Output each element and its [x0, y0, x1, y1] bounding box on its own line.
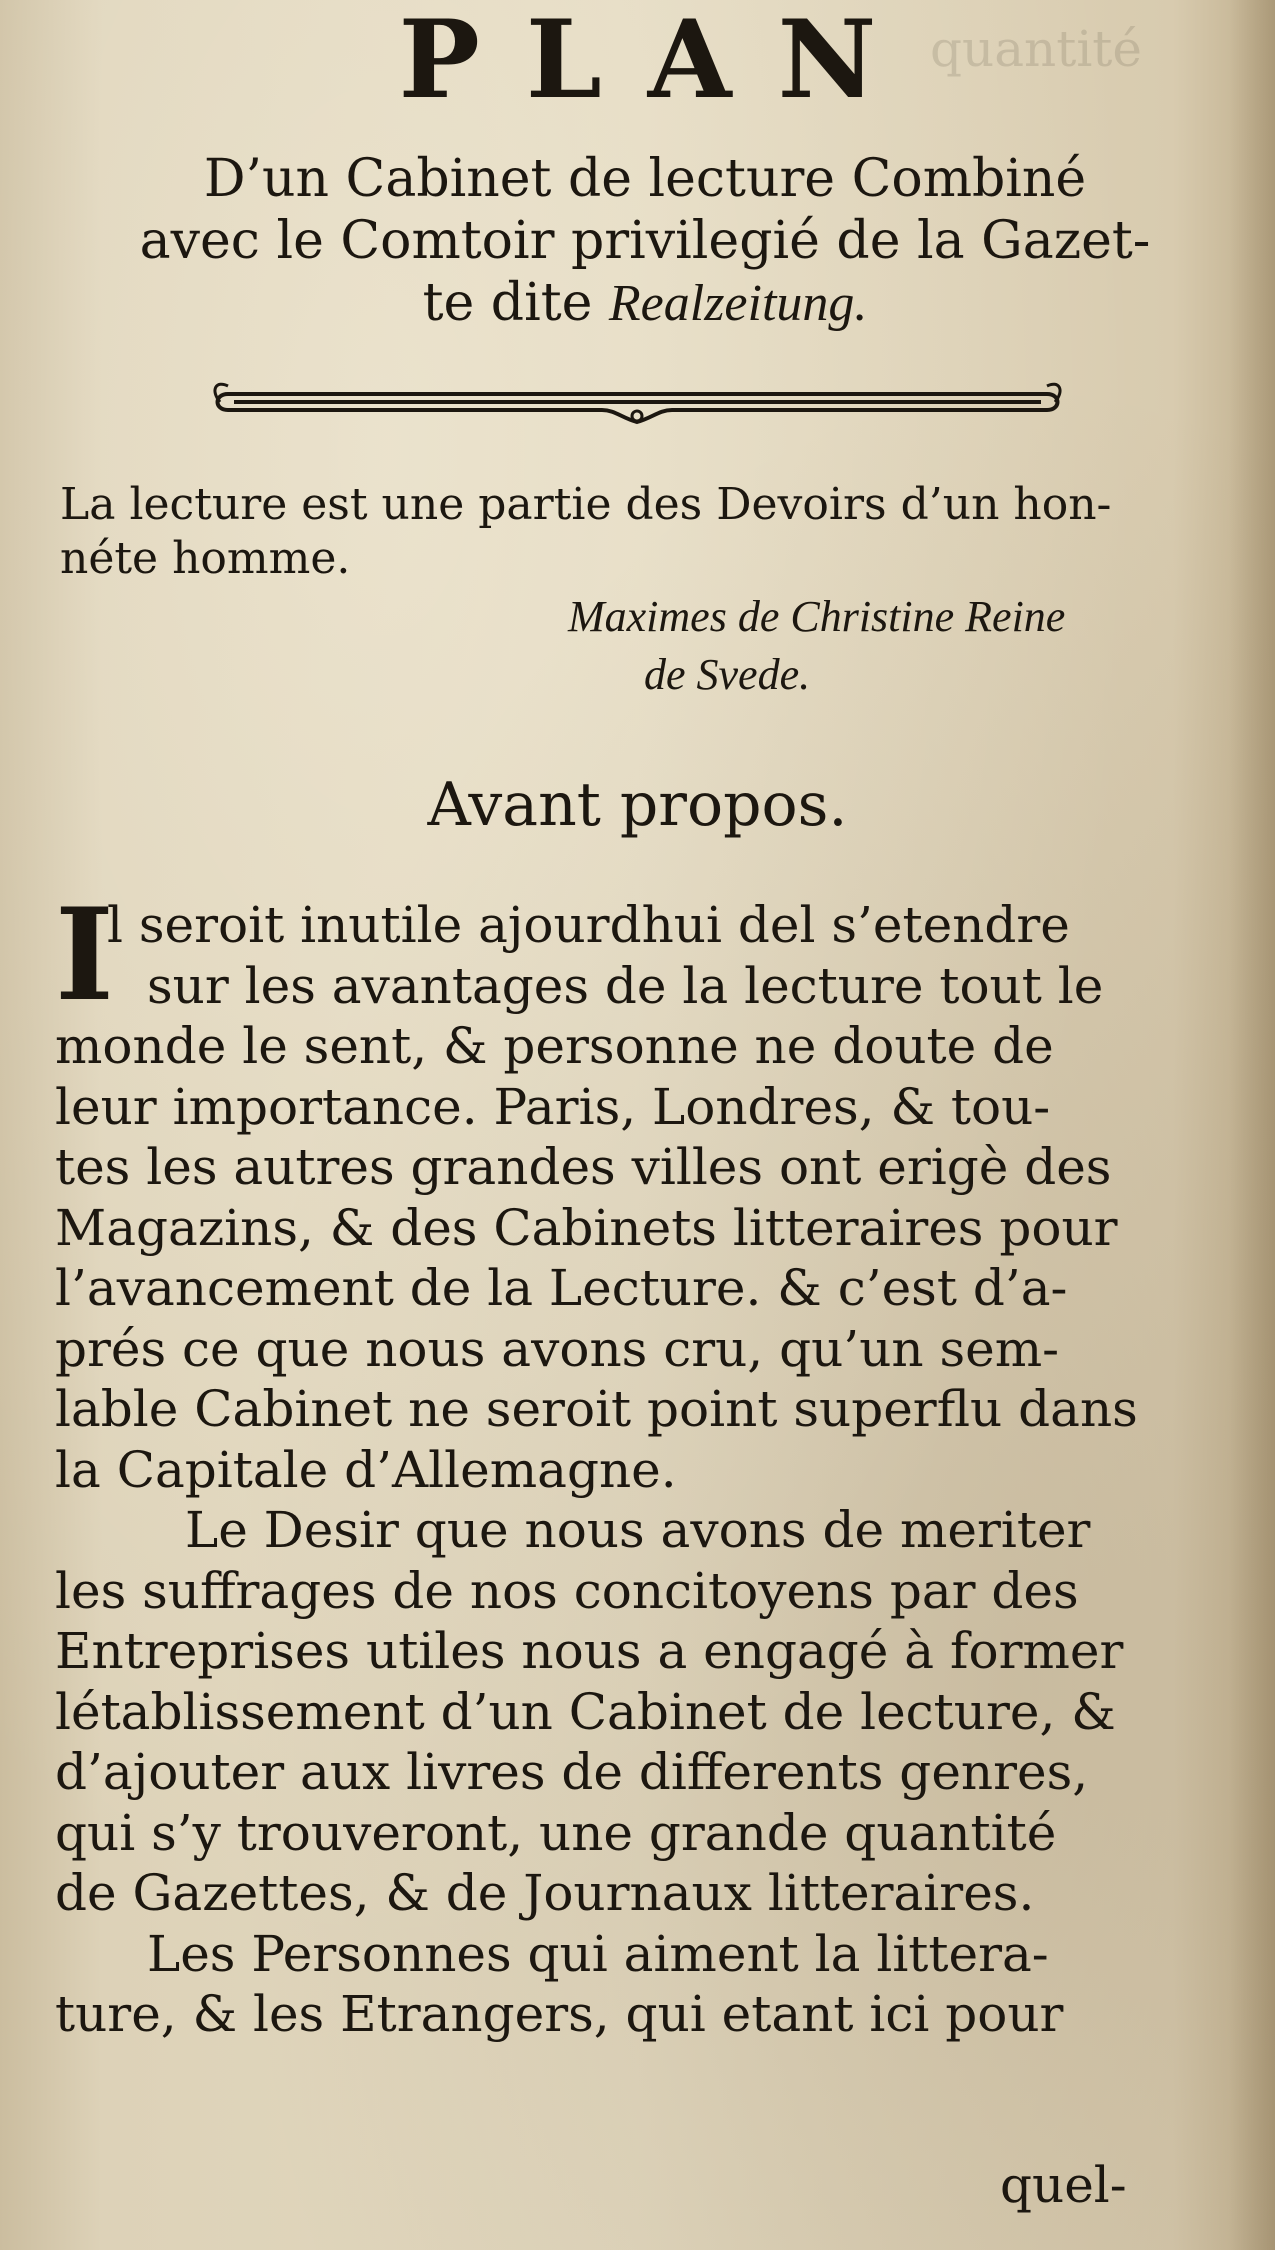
epigraph-line-2: néte homme.: [60, 533, 351, 584]
subtitle-line-1: D’un Cabinet de lecture Combiné: [203, 149, 1087, 209]
text-line: ture, & les Etrangers, qui etant ici pour: [55, 1985, 1064, 2043]
text-line: létablissement d’un Cabinet de lecture, &: [55, 1682, 1116, 1741]
text-line: monde le sent, & personne ne doute de: [55, 1017, 1054, 1075]
body-text: [55, 881, 1230, 2045]
epigraph: [60, 478, 1230, 586]
text-line: prés ce que nous avons cru, qu’un sem-: [55, 1319, 1060, 1378]
text-line: Le Desir que nous avons de meriter: [185, 1501, 1091, 1559]
epigraph-line-1: La lecture est une partie des Devoirs d’un hon-: [60, 479, 1112, 530]
text-line: Magazins, & des Cabinets litteraires pour: [55, 1198, 1118, 1257]
text-line: tes les autres grandes villes ont erigè des: [55, 1138, 1112, 1196]
section-heading: Avant propos.: [427, 770, 848, 840]
text-line: les suffrages de nos concitoyens par des: [55, 1561, 1079, 1620]
epigraph-attribution: [568, 588, 1228, 704]
subtitle-line-2: avec le Comtoir privilegié de la Gazet-: [139, 211, 1151, 271]
text-line: la Capitale d’Allemagne.: [55, 1440, 677, 1499]
text-line: l seroit inutile ajourdhui del s’etendre: [107, 896, 1070, 954]
catchword: quel-: [1000, 2156, 1127, 2214]
subtitle-line-3: [60, 272, 1230, 335]
ornamental-rule: [210, 372, 1065, 432]
page-title: PLAN: [398, 0, 923, 123]
paragraph-2: [55, 1500, 1230, 1924]
text-line: qui s’y trouveront, une grande quantité: [55, 1803, 1057, 1862]
paragraph-1: [55, 881, 1230, 1500]
text-line: leur importance. Paris, Londres, & tou-: [55, 1077, 1051, 1136]
text-line: Les Personnes qui aiment la littera-: [147, 1924, 1049, 1983]
text-line: sur les avantages de la lecture tout le: [147, 956, 1104, 1015]
subtitle-line-3-prefix: te dite: [422, 273, 609, 333]
bleed-through: quantité: [930, 20, 1142, 78]
gazette-name: Realzeitung.: [608, 275, 868, 332]
attribution-line-2: de Svede.: [644, 650, 811, 699]
paragraph-3: [55, 1924, 1230, 2045]
text-line: lable Cabinet ne seroit point superflu dans: [55, 1380, 1138, 1438]
drop-cap: I: [55, 881, 114, 1029]
attribution-line-1: Maximes de Christine Reine: [568, 592, 1066, 641]
subtitle: [60, 148, 1230, 335]
text-line: d’ajouter aux livres de differents genres,: [55, 1743, 1089, 1801]
text-line: de Gazettes, & de Journaux litteraires.: [55, 1864, 1035, 1922]
page-edge-shadow: [1229, 0, 1275, 2250]
text-line: Entreprises utiles nous a engagé à former: [55, 1622, 1124, 1680]
text-line: l’avancement de la Lecture. & c’est d’a-: [55, 1259, 1068, 1317]
